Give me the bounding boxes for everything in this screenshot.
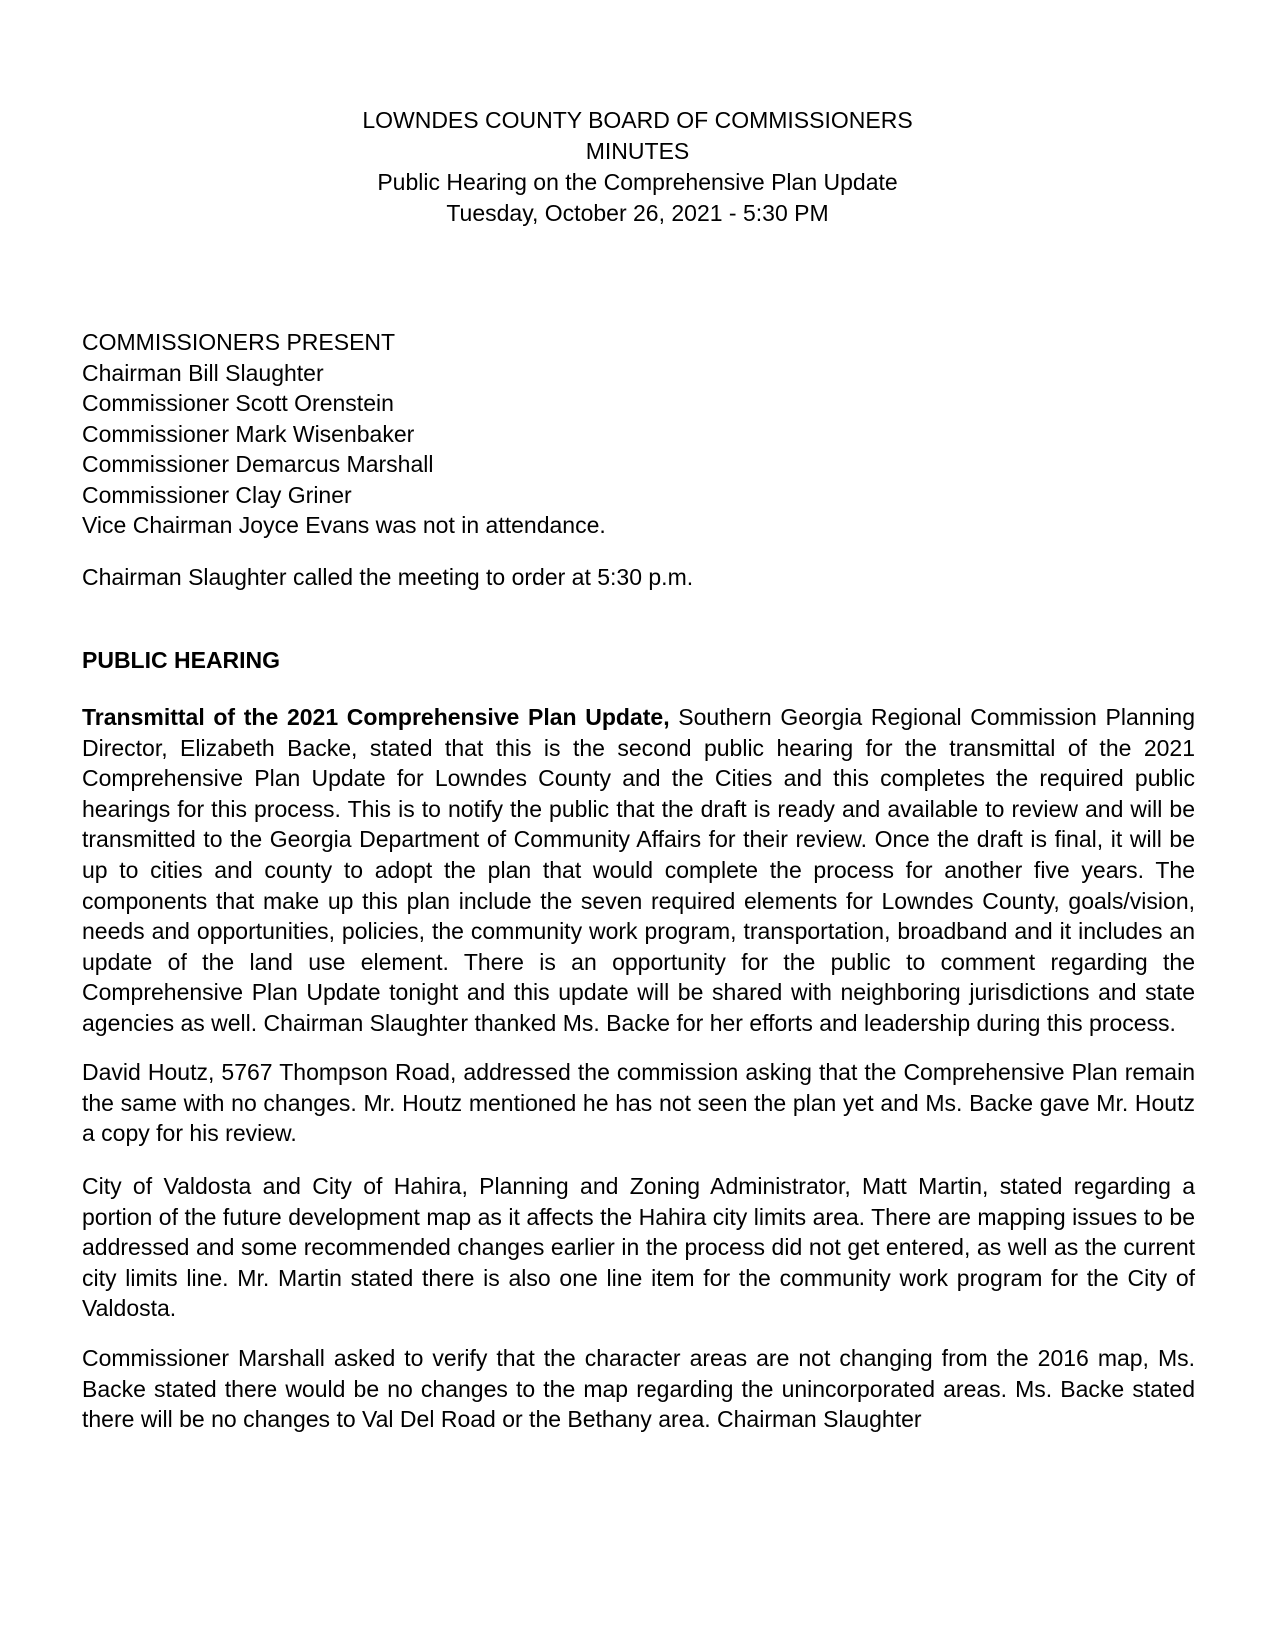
attendance-list	[82, 327, 433, 510]
member-orenstein: Commissioner Scott Orenstein	[82, 390, 394, 416]
comment-marshall: Commissioner Marshall asked to verify that the character areas are not changing from the 2016 map, Ms. Backe stated there would be no changes to the map regarding the unincorporated areas. Ms. Backe stated there will be no changes to Val Del Road or the Bethany area. Chairman Slaughter	[82, 1345, 1195, 1433]
section-heading: PUBLIC HEARING	[82, 647, 281, 673]
member-wisenbaker: Commissioner Mark Wisenbaker	[82, 420, 415, 447]
meeting-datetime: Tuesday, October 26, 2021 - 5:30 PM	[446, 200, 829, 226]
member-chairman: Chairman Bill Slaughter	[82, 359, 324, 386]
organization-name: LOWNDES COUNTY BOARD OF COMMISSIONERS	[362, 107, 913, 133]
document-header	[0, 105, 1275, 229]
member-marshall: Commissioner Demarcus Marshall	[82, 451, 434, 477]
item-body: Southern Georgia Regional Commission Planning Director, Elizabeth Backe, stated that this is the second public hearing for the transmittal of the 2021 Comprehensive Plan Update for Lowndes County and the Cities and this completes the required public hearings for this process. This is to notify the public that the draft is ready and available to review and will be transmitted to the Georgia Department of Community Affairs for their review. Once the draft is final, it will be up to cities and county to adopt the plan that would complete the process for another five years. The components that make up this plan include the seven required elements for Lowndes County, goals/vision, needs and opportunities, policies, the community work program, transportation, broadband and it includes an update of the land use element. There is an opportunity for the public to comment regarding the Comprehensive Plan Update tonight and this update will be shared with neighboring jurisdictions and state agencies as well. Chairman Slaughter thanked Ms. Backe for her efforts and leadership during this process.	[82, 704, 1196, 1036]
member-griner: Commissioner Clay Griner	[82, 481, 352, 508]
item-paragraph	[82, 702, 1195, 1039]
comment-houtz: David Houtz, 5767 Thompson Road, addressed the commission asking that the Comprehensive Plan remain the same with no changes. Mr. Houtz mentioned he has not seen the plan yet and Ms. Backe gave Mr. Houtz a copy for his review.	[82, 1059, 1195, 1147]
item-title: Transmittal of the 2021 Comprehensive Plan Update,	[82, 704, 670, 730]
attendance-heading: COMMISSIONERS PRESENT	[82, 329, 396, 355]
comment-martin: City of Valdosta and City of Hahira, Planning and Zoning Administrator, Matt Martin, stated regarding a portion of the future development map as it affects the Hahira city limits area. There are mapping issues to be addressed and some recommended changes earlier in the process did not get entered, as well as the current city limits line. Mr. Martin stated there is also one line item for the community work program for the City of Valdosta.	[82, 1173, 1195, 1322]
absent-note: Vice Chairman Joyce Evans was not in attendance.	[82, 512, 606, 538]
call-to-order: Chairman Slaughter called the meeting to order at 5:30 p.m.	[82, 564, 694, 590]
document-type: MINUTES	[585, 138, 690, 164]
meeting-title: Public Hearing on the Comprehensive Plan Update	[377, 169, 898, 195]
